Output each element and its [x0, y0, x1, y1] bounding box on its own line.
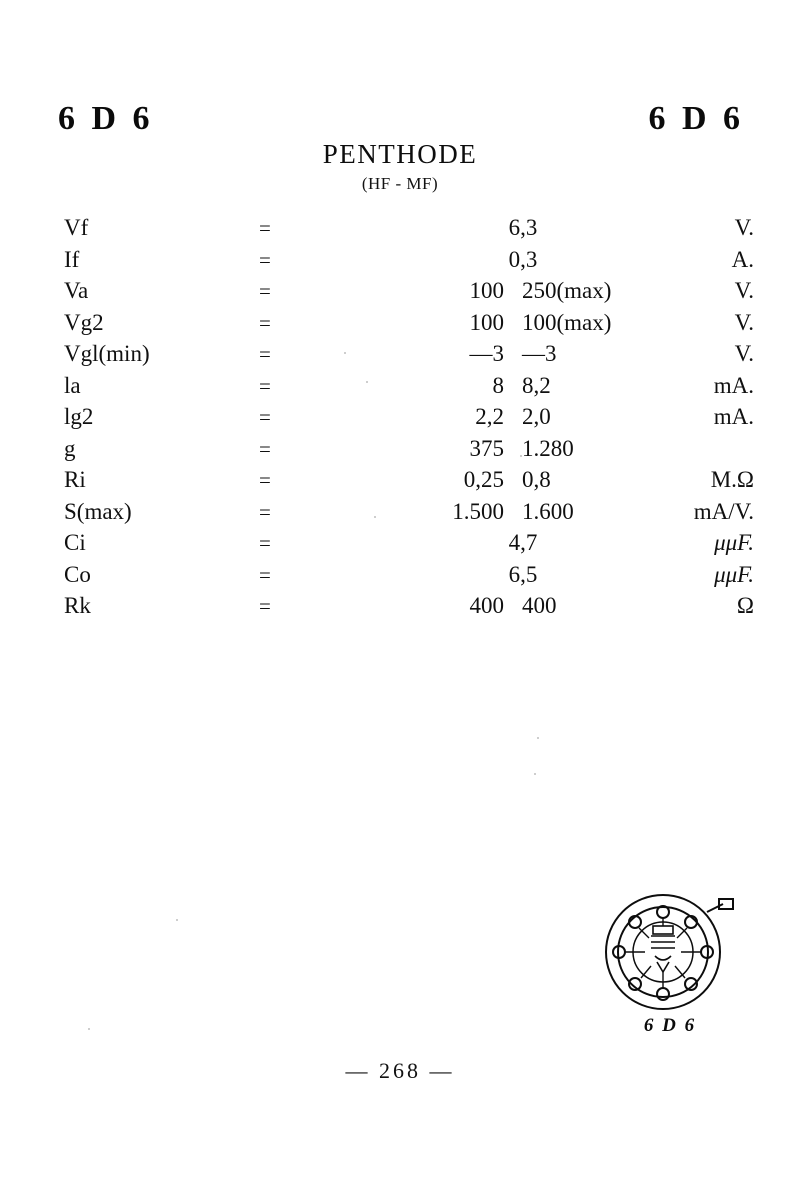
- cathode: [655, 956, 671, 960]
- param-value-single: 6,5: [508, 561, 538, 587]
- table-row: [58, 404, 758, 436]
- pin-bottom: [657, 988, 669, 1000]
- param-value-2: 1.280: [522, 435, 574, 461]
- socket-diagram: [595, 890, 745, 1050]
- param-unit: V.: [734, 309, 754, 335]
- param-value-1: 8: [492, 372, 504, 398]
- param-symbol: Vg2: [64, 309, 104, 335]
- param-unit: mA.: [713, 372, 754, 398]
- table-row: [58, 530, 758, 562]
- param-unit: μμF.: [714, 561, 754, 587]
- param-value-1: 375: [469, 435, 504, 461]
- param-equals: =: [259, 562, 271, 587]
- param-symbol: Vgl(min): [64, 341, 150, 366]
- socket-diagram-svg: [595, 890, 745, 1015]
- param-equals: =: [259, 531, 271, 555]
- param-symbol: If: [64, 246, 80, 272]
- param-unit: mA/V.: [693, 498, 754, 524]
- param-unit: [692, 436, 758, 468]
- plate: [653, 926, 673, 934]
- param-unit: Ω: [736, 593, 754, 618]
- param-value-1: 1.500: [452, 498, 504, 524]
- param-equals: =: [259, 594, 271, 618]
- param-unit: V.: [734, 215, 754, 240]
- param-value-single: 0,3: [508, 246, 538, 272]
- tube-designation-left: 6 D 6: [58, 100, 154, 137]
- table-row: [58, 215, 758, 247]
- param-value-1: 2,2: [475, 404, 504, 429]
- scan-speck: [366, 381, 368, 383]
- table-row: [58, 499, 758, 531]
- table-row: [58, 562, 758, 594]
- param-symbol: Co: [64, 561, 91, 587]
- param-value-2: 250(max): [522, 278, 612, 303]
- param-value-2: 100(max): [522, 309, 612, 335]
- param-unit: V.: [734, 341, 754, 366]
- param-value-2: 0,8: [522, 467, 551, 492]
- table-row: [58, 341, 758, 373]
- param-value-2: 1.600: [522, 498, 574, 524]
- socket-caption: 6 D 6: [643, 1015, 697, 1036]
- param-equals: =: [259, 342, 271, 366]
- param-value-1: 400: [469, 593, 504, 618]
- scan-speck: [534, 773, 536, 775]
- param-symbol: Vf: [64, 215, 89, 240]
- table-row: [58, 593, 758, 625]
- param-value-single: 4,7: [508, 530, 538, 555]
- grid-lines: [651, 936, 675, 948]
- param-value-single: 6,3: [508, 215, 538, 240]
- param-equals: =: [259, 405, 271, 429]
- filament: [657, 962, 669, 972]
- param-value-1: 100: [469, 309, 504, 335]
- param-value-1: 100: [469, 278, 504, 303]
- param-symbol: la: [64, 372, 81, 398]
- parameters-table-body: [58, 215, 758, 625]
- param-symbol: Ri: [64, 467, 86, 492]
- param-value-2: 8,2: [522, 372, 551, 398]
- scan-speck: [537, 737, 539, 739]
- tube-designation-right: 6 D 6: [648, 100, 744, 137]
- param-unit: M.Ω: [710, 467, 754, 492]
- table-row: [58, 467, 758, 499]
- scan-speck: [520, 455, 522, 457]
- param-symbol: Ci: [64, 530, 86, 555]
- scan-speck: [374, 516, 376, 518]
- page-title: PENTHODE: [322, 139, 478, 169]
- page-number: — 268 —: [345, 1058, 455, 1083]
- scan-speck: [176, 919, 178, 921]
- param-value-2: 2,0: [522, 404, 551, 429]
- param-symbol: S(max): [64, 498, 132, 524]
- param-equals: =: [259, 216, 271, 240]
- param-symbol: Rk: [64, 593, 91, 618]
- param-equals: =: [259, 247, 271, 272]
- scan-speck: [88, 1028, 90, 1030]
- param-equals: =: [259, 499, 271, 524]
- parameters-table: [58, 215, 758, 625]
- param-value-2: 400: [522, 593, 557, 618]
- scan-speck: [344, 352, 346, 354]
- title-block: [0, 140, 800, 194]
- param-equals: =: [259, 279, 271, 303]
- param-unit: mA.: [713, 404, 754, 429]
- param-equals: =: [259, 373, 271, 398]
- table-row: [58, 373, 758, 405]
- table-row: [58, 310, 758, 342]
- table-row: [58, 247, 758, 279]
- param-unit: μμF.: [714, 530, 754, 555]
- param-unit: V.: [734, 278, 754, 303]
- param-equals: =: [259, 468, 271, 492]
- param-symbol: g: [64, 435, 76, 461]
- param-equals: =: [259, 310, 271, 335]
- table-row: [58, 436, 758, 468]
- socket-outer-circle: [606, 895, 720, 1009]
- table-row: [58, 278, 758, 310]
- param-symbol: Va: [64, 278, 89, 303]
- param-value-1: 0,25: [463, 467, 504, 492]
- param-symbol: lg2: [64, 404, 94, 429]
- param-value-2: —3: [522, 341, 557, 366]
- param-value-1: —3: [469, 341, 504, 366]
- param-equals: =: [259, 436, 271, 461]
- page-subtitle: (HF - MF): [361, 173, 439, 193]
- param-unit: A.: [731, 246, 754, 272]
